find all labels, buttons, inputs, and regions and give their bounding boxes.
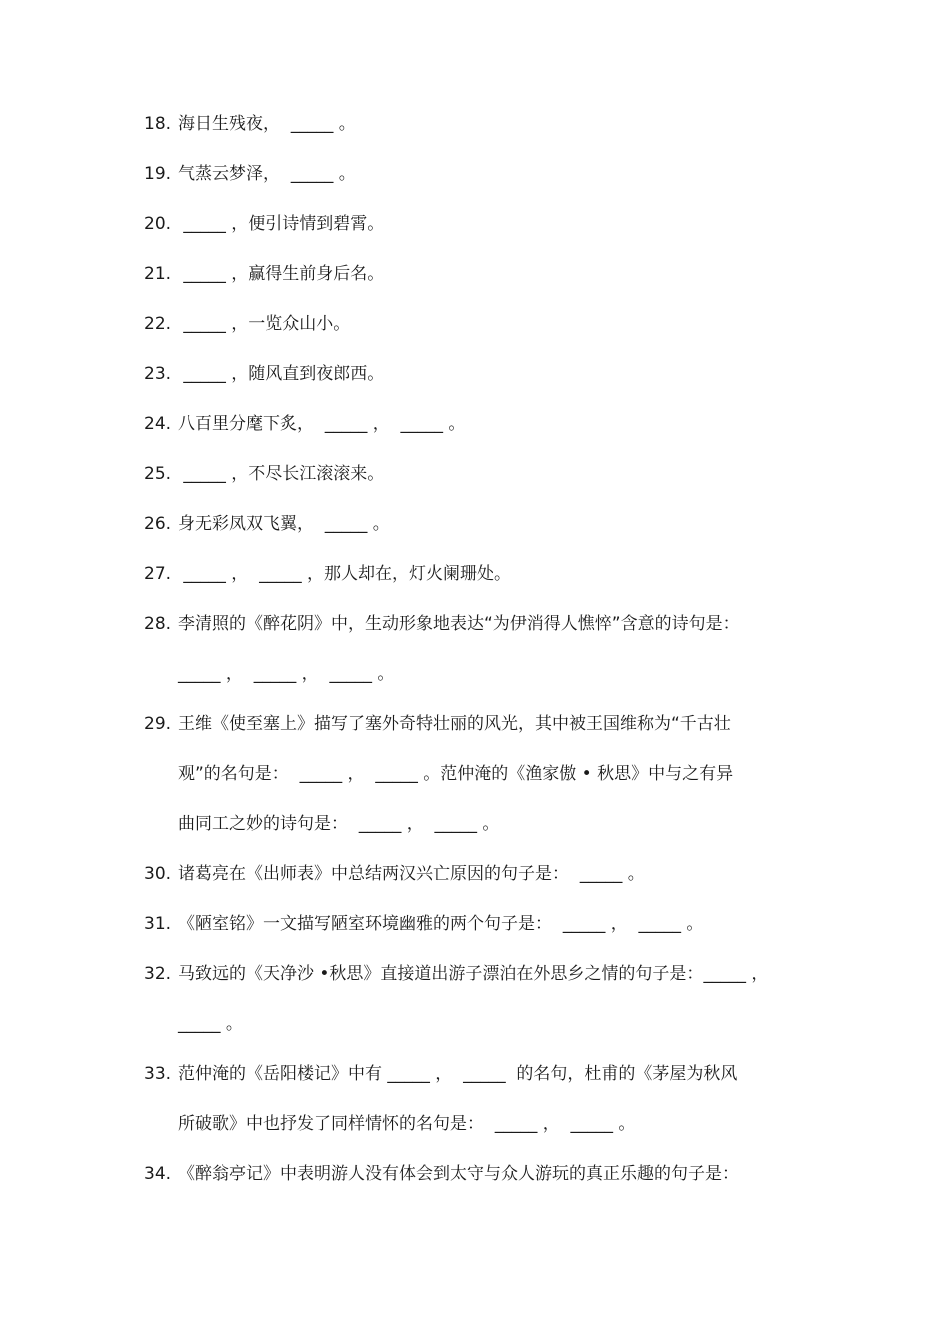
answer-blank[interactable]: _____ — [434, 814, 478, 834]
question-item — [144, 599, 816, 699]
question-line — [144, 1099, 816, 1149]
question-number: 25. — [144, 464, 172, 484]
question-item — [144, 1049, 816, 1149]
question-text-segment: ，便引诗情到碧霄。 — [225, 214, 385, 234]
question-text-segment: ，不尽长江滚滚来。 — [225, 464, 385, 484]
question-text-segment: 《陋室铭》一文描写陋室环境幽雅的两个句子是： — [178, 914, 563, 934]
question-text — [178, 1099, 635, 1149]
question-text — [178, 749, 733, 799]
question-text-segment — [280, 164, 291, 184]
answer-blank[interactable]: _____ — [494, 1114, 538, 1134]
question-text — [178, 399, 465, 449]
question-text-segment: 。 — [333, 114, 356, 134]
question-text-segment: ， — [429, 1064, 464, 1084]
question-text-segment: ，一览众山小。 — [225, 314, 351, 334]
question-item — [144, 149, 816, 199]
answer-blank[interactable]: _____ — [387, 1064, 430, 1084]
answer-blank[interactable]: _____ — [259, 564, 302, 584]
question-line — [144, 1049, 816, 1099]
question-number: 26. — [144, 514, 172, 534]
question-text — [178, 349, 384, 399]
question-item — [144, 299, 816, 349]
question-text-segment: 气蒸云梦泽， — [178, 164, 280, 184]
question-line — [144, 499, 816, 549]
question-number: 27. — [144, 564, 172, 584]
question-item — [144, 849, 816, 899]
answer-blank[interactable]: _____ — [579, 864, 623, 884]
question-line — [144, 99, 816, 149]
question-text — [178, 699, 731, 749]
question-number: 24. — [144, 414, 172, 434]
answer-blank[interactable]: _____ — [400, 414, 444, 434]
question-line — [144, 999, 816, 1049]
question-line — [144, 399, 816, 449]
question-text-segment: 身无彩凤双飞翼， — [178, 514, 314, 534]
answer-blank[interactable]: _____ — [299, 764, 343, 784]
question-text-segment: ， — [745, 964, 769, 984]
question-number: 34. — [144, 1164, 172, 1184]
answer-blank[interactable]: _____ — [375, 764, 418, 784]
answer-blank[interactable]: _____ — [703, 964, 746, 984]
answer-blank[interactable]: _____ — [183, 314, 226, 334]
question-line — [144, 649, 816, 699]
question-text — [178, 649, 394, 699]
question-item — [144, 199, 816, 249]
question-item — [144, 249, 816, 299]
question-text-segment: ， — [401, 814, 435, 834]
question-text-segment: 。 — [333, 164, 356, 184]
question-text — [178, 499, 390, 549]
question-text — [178, 149, 356, 199]
question-text-segment: ，随风直到夜郎西。 — [225, 364, 385, 384]
question-text-segment: 。 — [371, 664, 395, 684]
question-text-segment: 。 — [681, 914, 704, 934]
question-line — [144, 899, 816, 949]
question-text — [178, 599, 740, 649]
answer-blank[interactable]: _____ — [183, 564, 226, 584]
question-number: 22. — [144, 314, 172, 334]
answer-blank[interactable]: _____ — [183, 214, 226, 234]
question-number: 33. — [144, 1064, 172, 1084]
question-text-segment — [280, 114, 291, 134]
answer-blank[interactable]: _____ — [562, 914, 606, 934]
question-text-segment: 。 — [367, 514, 390, 534]
question-text-segment: 李清照的《醉花阴》中，生动形象地表达“为伊消得人憔悴”含意的诗句是： — [178, 614, 740, 634]
answer-blank[interactable]: _____ — [290, 164, 334, 184]
question-text — [178, 449, 384, 499]
answer-blank[interactable]: _____ — [183, 464, 226, 484]
answer-blank[interactable]: _____ — [290, 114, 334, 134]
question-text-segment: 诸葛亮在《出师表》中总结两汉兴亡原因的句子是： — [178, 864, 580, 884]
question-line — [144, 1149, 816, 1199]
question-text-segment — [314, 414, 325, 434]
question-item — [144, 549, 816, 599]
question-text — [178, 1149, 739, 1199]
question-text-segment: 。范仲淹的《渔家傲 • 秋思》中与之有异 — [417, 764, 734, 784]
question-text-segment: 八百里分麾下炙， — [178, 414, 314, 434]
answer-blank[interactable]: _____ — [324, 514, 368, 534]
question-number: 29. — [144, 714, 172, 734]
question-number: 30. — [144, 864, 172, 884]
question-line — [144, 949, 816, 999]
question-line — [144, 149, 816, 199]
answer-blank[interactable]: _____ — [324, 414, 368, 434]
answer-blank[interactable]: _____ — [178, 1014, 221, 1034]
question-text-segment: 。 — [220, 1014, 243, 1034]
question-item — [144, 399, 816, 449]
answer-blank[interactable]: _____ — [178, 664, 221, 684]
question-text-segment: 曲同工之妙的诗句是： — [178, 814, 359, 834]
question-line — [144, 699, 816, 749]
answer-blank[interactable]: _____ — [183, 364, 226, 384]
question-line — [144, 449, 816, 499]
question-text-segment: 所破歌》中也抒发了同样情怀的名句是： — [178, 1114, 495, 1134]
question-number: 31. — [144, 914, 172, 934]
question-number: 18. — [144, 114, 172, 134]
question-text-segment: ，那人却在，灯火阑珊处。 — [301, 564, 512, 584]
question-text — [178, 99, 356, 149]
question-text-segment: ，赢得生前身后名。 — [225, 264, 385, 284]
question-text — [178, 999, 243, 1049]
question-item — [144, 99, 816, 149]
question-text-segment — [314, 514, 325, 534]
question-text-segment: 范仲淹的《岳阳楼记》中有 — [178, 1064, 388, 1084]
answer-blank[interactable]: _____ — [463, 1064, 506, 1084]
question-line — [144, 799, 816, 849]
question-line — [144, 249, 816, 299]
question-item — [144, 499, 816, 549]
question-item — [144, 899, 816, 949]
question-text-segment: ， — [537, 1114, 571, 1134]
question-text-segment: ， — [296, 664, 330, 684]
question-text — [178, 549, 511, 599]
question-text-segment: 观”的名句是： — [178, 764, 300, 784]
question-line — [144, 599, 816, 649]
answer-blank[interactable]: _____ — [570, 1114, 614, 1134]
question-text-segment: ， — [367, 414, 401, 434]
question-item — [144, 699, 816, 849]
question-number: 21. — [144, 264, 172, 284]
answer-blank[interactable]: _____ — [638, 914, 682, 934]
question-text — [178, 799, 499, 849]
question-text-segment: 马致远的《天净沙 •秋思》直接道出游子漂泊在外思乡之情的句子是： — [178, 964, 704, 984]
answer-blank[interactable]: _____ — [329, 664, 372, 684]
question-text — [178, 199, 384, 249]
question-item — [144, 349, 816, 399]
question-number: 32. — [144, 964, 172, 984]
question-text-segment: ， — [225, 564, 260, 584]
question-number: 19. — [144, 164, 172, 184]
question-item — [144, 949, 816, 1049]
question-item — [144, 449, 816, 499]
question-line — [144, 199, 816, 249]
question-text-segment: 。 — [443, 414, 466, 434]
question-text-segment: 海日生残夜， — [178, 114, 280, 134]
answer-blank[interactable]: _____ — [358, 814, 402, 834]
answer-blank[interactable]: _____ — [253, 664, 297, 684]
question-text-segment: ， — [605, 914, 639, 934]
question-text-segment: 的名句，杜甫的《茅屋为秋风 — [505, 1064, 738, 1084]
question-line — [144, 749, 816, 799]
question-number: 23. — [144, 364, 172, 384]
question-text-segment: 。 — [477, 814, 500, 834]
question-text-segment: 。 — [613, 1114, 636, 1134]
question-text — [178, 299, 350, 349]
question-text — [178, 249, 384, 299]
question-text — [178, 1049, 737, 1099]
question-text-segment: 。 — [622, 864, 645, 884]
question-number: 20. — [144, 214, 172, 234]
answer-blank[interactable]: _____ — [183, 264, 226, 284]
question-item — [144, 1149, 816, 1199]
question-line — [144, 849, 816, 899]
question-line — [144, 549, 816, 599]
question-number: 28. — [144, 614, 172, 634]
question-text — [178, 899, 703, 949]
question-text — [178, 849, 645, 899]
question-text-segment: 王维《使至塞上》描写了塞外奇特壮丽的风光，其中被王国维称为“千古壮 — [178, 714, 731, 734]
question-line — [144, 349, 816, 399]
question-line — [144, 299, 816, 349]
question-text-segment: 《醉翁亭记》中表明游人没有体会到太守与众人游玩的真正乐趣的句子是： — [178, 1164, 739, 1184]
question-text-segment: ， — [220, 664, 254, 684]
question-text-segment: ， — [342, 764, 376, 784]
question-text — [178, 949, 768, 999]
